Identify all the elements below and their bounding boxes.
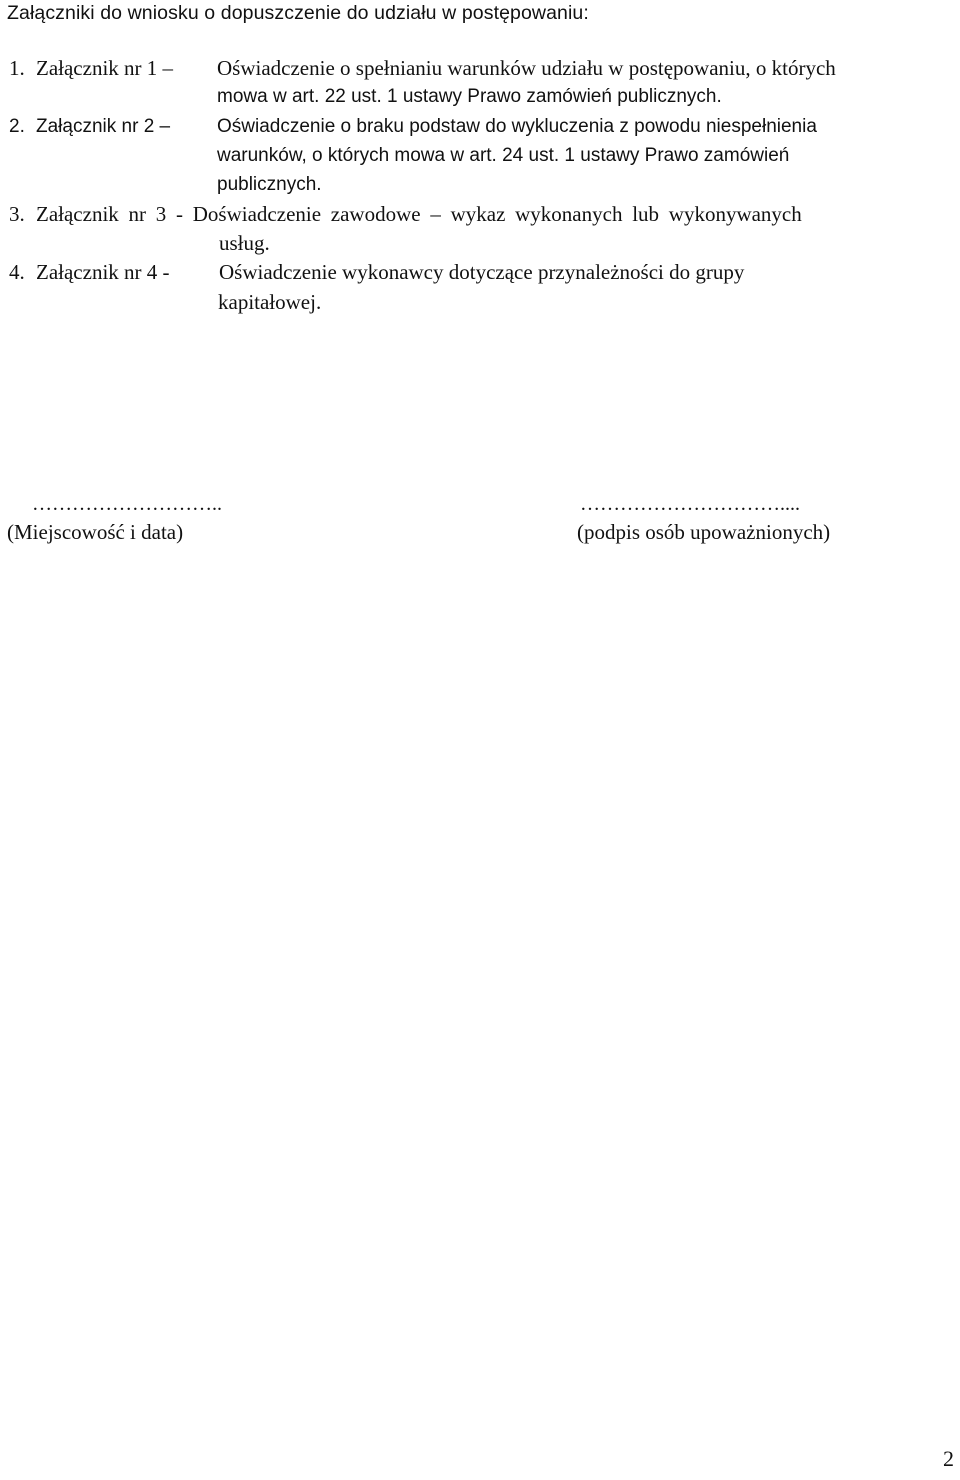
attachment-item-3 bbox=[0, 202, 960, 255]
attachment-item-2 bbox=[0, 115, 960, 195]
item-number: 1. bbox=[9, 56, 25, 80]
item-description-line: mowa w art. 22 ust. 1 ustawy Prawo zamówień publicznych. bbox=[217, 86, 722, 107]
attachment-item-4 bbox=[0, 260, 960, 314]
signature-dots: ………………………….... bbox=[580, 493, 800, 515]
item-description-line: kapitałowej. bbox=[218, 290, 322, 314]
item-description-line: Oświadczenie wykonawcy dotyczące przynależności do grupy bbox=[219, 260, 745, 284]
item-label: Załącznik nr 2 – bbox=[36, 116, 171, 137]
item-text-line: usług. bbox=[219, 231, 270, 255]
item-text-line: Załącznik nr 3 - Doświadczenie zawodowe – wykaz wykonanych lub wykonywanych bbox=[36, 202, 802, 226]
item-description-line: Oświadczenie o braku podstaw do wykluczenia z powodu niespełnienia bbox=[217, 116, 817, 137]
item-label: Załącznik nr 4 - bbox=[36, 260, 170, 284]
item-description-line: Oświadczenie o spełnianiu warunków udziału w postępowaniu, o których bbox=[217, 56, 836, 80]
item-label: Załącznik nr 1 – bbox=[36, 56, 174, 80]
item-number: 3. bbox=[9, 202, 25, 226]
place-date-label: (Miejscowość i data) bbox=[7, 520, 184, 544]
attachments-heading: Załączniki do wniosku o dopuszczenie do udziału w postępowaniu: bbox=[7, 2, 589, 24]
signature-label: (podpis osób upoważnionych) bbox=[577, 520, 831, 544]
place-date-dots: ……………………….. bbox=[32, 493, 222, 515]
item-description-line: publicznych. bbox=[217, 174, 322, 195]
item-number: 2. bbox=[9, 116, 25, 137]
page-number: 2 bbox=[943, 1446, 954, 1471]
item-description-line: warunków, o których mowa w art. 24 ust. 1 ustawy Prawo zamówień bbox=[217, 145, 790, 166]
item-number: 4. bbox=[9, 260, 25, 284]
attachment-item-1 bbox=[0, 56, 960, 107]
